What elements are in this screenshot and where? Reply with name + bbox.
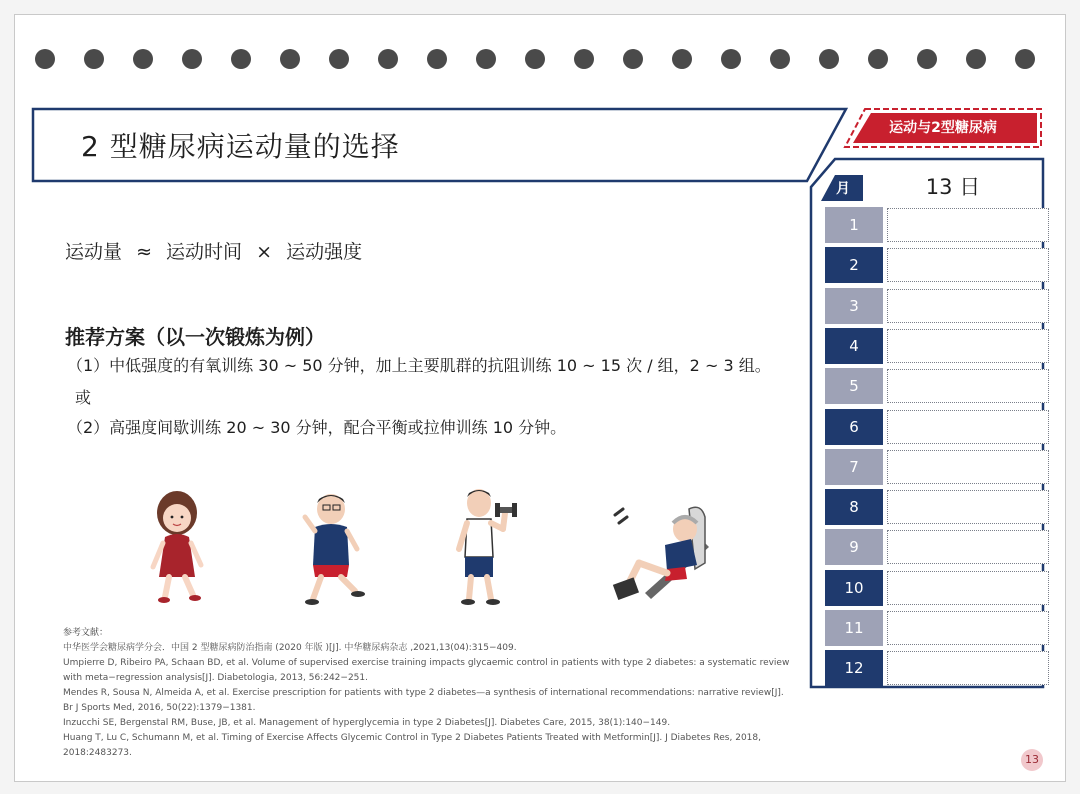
formula-term-time: 运动时间 — [166, 241, 243, 263]
binding-hole — [917, 49, 937, 69]
calendar-entry-cell — [887, 248, 1049, 282]
calendar-entry-cell — [887, 651, 1049, 685]
binding-hole — [1015, 49, 1035, 69]
binding-hole — [721, 49, 741, 69]
binding-hole — [133, 49, 153, 69]
reference-line: 2018:2483273. — [63, 748, 132, 758]
binding-hole — [623, 49, 643, 69]
binding-hole — [672, 49, 692, 69]
reference-line: Mendes R, Sousa N, Almeida A, et al. Exercise prescription for patients with type 2 diabetes—a synthesis of international recommendations: narrative review[J]. — [63, 688, 784, 698]
references — [63, 625, 790, 761]
plan-heading: 推荐方案（以一次锻炼为例） — [65, 325, 325, 349]
calendar-month-number: 9 — [825, 529, 883, 565]
binding-hole — [868, 49, 888, 69]
formula-term-volume: 运动量 — [65, 241, 123, 263]
exercise-formula — [65, 237, 370, 264]
calendar-month-number: 6 — [825, 409, 883, 445]
binding-hole — [525, 49, 545, 69]
binding-hole — [280, 49, 300, 69]
calendar-entry-cell — [887, 369, 1049, 403]
calendar-entry-cell — [887, 530, 1049, 564]
calendar-month-number: 2 — [825, 247, 883, 283]
binding-hole — [329, 49, 349, 69]
formula-approx-sign: ≈ — [136, 241, 152, 263]
reference-line: 中华医学会糖尿病学分会．中国 2 型糖尿病防治指南 (2020 年版 )[J]. 中华糖尿病杂志 ,2021,13(04):315−409. — [63, 643, 517, 653]
calendar-day-header: 13 日 — [925, 175, 981, 199]
calendar-month-number: 8 — [825, 489, 883, 525]
binding-hole — [819, 49, 839, 69]
binding-hole — [427, 49, 447, 69]
page-number: 13 — [1021, 749, 1043, 771]
calendar-entry-cell — [887, 410, 1049, 444]
calendar-entry-cell — [887, 571, 1049, 605]
reference-line: with meta−regression analysis[J]. Diabetologia, 2013, 56:242−251. — [63, 673, 368, 683]
leg-press-man-figure — [605, 493, 715, 603]
month-calendar — [807, 157, 1045, 689]
calendar-entry-cell — [887, 329, 1049, 363]
reference-line: Umpierre D, Ribeiro PA, Schaan BD, et al. Volume of supervised exercise training impacts glycaemic control in patients with type 2 diabetes: a systematic review — [63, 658, 790, 668]
binding-hole — [770, 49, 790, 69]
reference-line: Huang T, Lu C, Schumann M, et al. Timing of Exercise Affects Glycemic Control in Type 2 Diabetes Patients Treated with Metformin[J]. J Diabetes Res, 2018, — [63, 733, 761, 743]
binding-hole — [182, 49, 202, 69]
jogging-man-figure — [297, 487, 367, 607]
calendar-entry-cell — [887, 450, 1049, 484]
binding-hole — [84, 49, 104, 69]
category-tag — [843, 107, 1043, 149]
formula-times-sign: × — [256, 241, 273, 263]
dumbbell-man-figure — [445, 483, 525, 607]
calendar-month-number: 3 — [825, 288, 883, 324]
category-tag-label: 运动与2型糖尿病 — [889, 120, 997, 136]
calendar-entry-cell — [887, 208, 1049, 242]
plan-option-2: （2）高强度间歇训练 20 ~ 30 分钟，配合平衡或拉伸训练 10 分钟。 — [67, 418, 567, 437]
formula-term-intensity: 运动强度 — [286, 241, 363, 263]
binding-holes — [35, 49, 1045, 69]
calendar-entry-cell — [887, 289, 1049, 323]
calendar-entry-cell — [887, 611, 1049, 645]
binding-hole — [378, 49, 398, 69]
references-heading: 参考文献： — [63, 628, 109, 638]
walking-woman-figure — [143, 485, 213, 605]
calendar-month-header: 月 — [836, 181, 850, 197]
calendar-month-number: 11 — [825, 610, 883, 646]
calendar-month-number: 1 — [825, 207, 883, 243]
binding-hole — [35, 49, 55, 69]
reference-line: Inzucchi SE, Bergenstal RM, Buse, JB, et al. Management of hyperglycemia in type 2 Diabetes[J]. Diabetes Care, 2015, 38(1):140−149. — [63, 718, 671, 728]
plan-or: 或 — [75, 388, 92, 407]
calendar-entry-cell — [887, 490, 1049, 524]
calendar-month-number: 7 — [825, 449, 883, 485]
calendar-month-number: 4 — [825, 328, 883, 364]
calendar-month-number: 10 — [825, 570, 883, 606]
binding-hole — [231, 49, 251, 69]
reference-line: Br J Sports Med, 2016, 50(22):1379−1381. — [63, 703, 256, 713]
title-banner — [31, 107, 851, 187]
binding-hole — [966, 49, 986, 69]
binding-hole — [574, 49, 594, 69]
plan-option-1: （1）中低强度的有氧训练 30 ~ 50 分钟，加上主要肌群的抗阻训练 10 ~ 15 次 / 组，2 ~ 3 组。 — [67, 356, 771, 375]
binding-hole — [476, 49, 496, 69]
calendar-month-number: 12 — [825, 650, 883, 686]
calendar-page — [14, 14, 1066, 782]
page-title: 2 型糖尿病运动量的选择 — [81, 130, 400, 163]
calendar-month-number: 5 — [825, 368, 883, 404]
